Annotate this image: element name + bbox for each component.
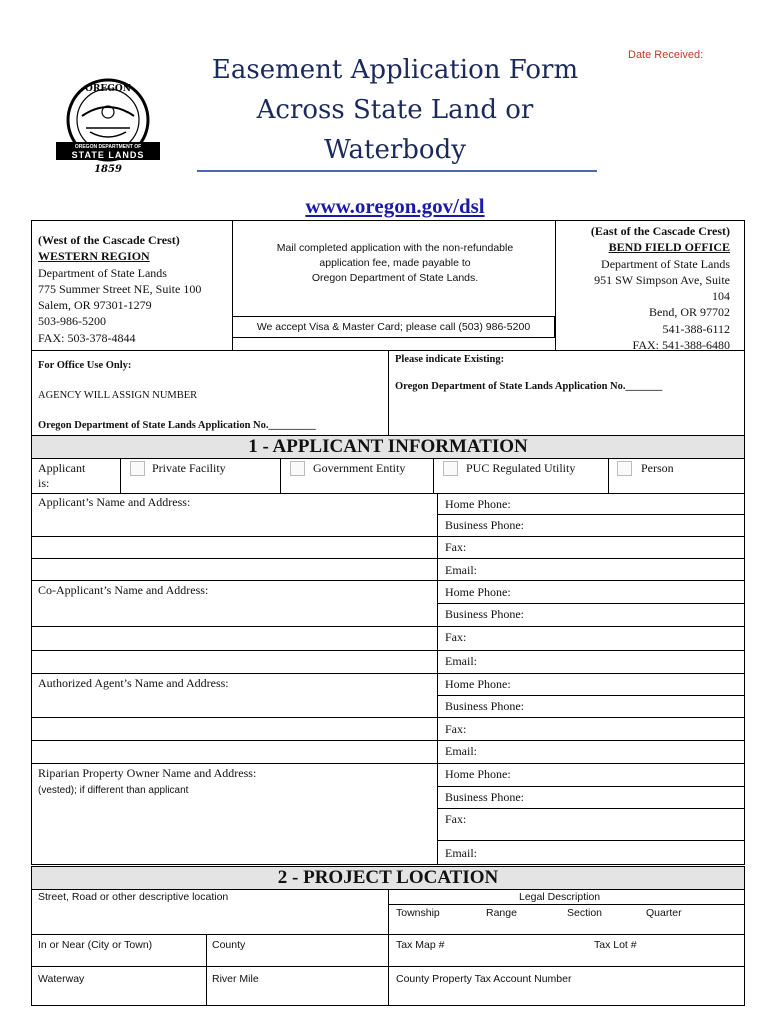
row-line: [437, 695, 744, 696]
section-2-header: 2 - PROJECT LOCATION: [31, 866, 745, 890]
applicant-fax-label: Fax:: [445, 540, 467, 554]
date-received-label: Date Received:: [628, 49, 704, 61]
title-line-3: Waterbody: [324, 135, 466, 165]
form-title: [190, 50, 600, 170]
east-region-note: (East of the Cascade Crest): [590, 224, 730, 238]
mail-line: application fee, made payable to: [319, 257, 471, 269]
government-entity-label: Government Entity: [313, 461, 406, 475]
row-line: [437, 514, 744, 515]
river-mile-label: River Mile: [212, 973, 259, 985]
contact-box-left-border: [31, 220, 32, 350]
svg-text:1859: 1859: [94, 164, 122, 175]
row-line: [437, 626, 744, 627]
co-applicant-business-phone-label: Business Phone:: [445, 607, 525, 621]
agency-assign-note: AGENCY WILL ASSIGN NUMBER: [38, 390, 198, 401]
government-entity-checkbox[interactable]: [290, 461, 305, 476]
co-applicant-fax-label: Fax:: [445, 630, 467, 644]
west-address-line: 775 Summer Street NE, Suite 100: [38, 281, 202, 296]
tax-lot-label: Tax Lot #: [594, 939, 637, 951]
agent-home-phone-label: Home Phone:: [445, 677, 511, 691]
riparian-owner-subnote: (vested); if different than applicant: [38, 785, 189, 796]
co-applicant-email-label: Email:: [445, 654, 477, 668]
section-2-right-border: [744, 890, 745, 1005]
east-region-name: BEND FIELD OFFICE: [608, 240, 730, 255]
row-line: [31, 673, 745, 674]
row-line: [437, 536, 744, 537]
oregon-state-lands-seal-logo: [52, 76, 164, 176]
agent-name-address-label: Authorized Agent’s Name and Address:: [38, 676, 229, 690]
west-region-note: (West of the Cascade Crest): [38, 233, 180, 247]
applicant-email-label: Email:: [445, 563, 477, 577]
row-line: [31, 626, 437, 627]
east-address-line: Department of State Lands: [601, 256, 730, 271]
title-underline: [197, 170, 597, 172]
row-line: [31, 966, 745, 967]
row-divider: [280, 459, 281, 493]
west-address-line: Salem, OR 97301-1279: [38, 298, 152, 313]
riparian-email-label: Email:: [445, 846, 477, 860]
section-1-right-border: [744, 459, 745, 864]
east-phone: 541-388-6112: [662, 321, 730, 336]
office-box-left-border: [31, 350, 32, 435]
office-use-label: For Office Use Only:: [38, 360, 132, 371]
agent-email-label: Email:: [445, 744, 477, 758]
western-region-office: [38, 232, 201, 346]
person-label: Person: [641, 461, 674, 475]
section-2-bottom-border: [31, 1005, 745, 1006]
row-line: [437, 808, 744, 809]
waterway-label: Waterway: [38, 973, 85, 985]
section-label: Section: [567, 907, 603, 919]
row-line: [437, 603, 744, 604]
svg-text:OREGON: OREGON: [85, 84, 131, 94]
east-address-line: Bend, OR 97702: [649, 305, 730, 320]
existing-label: Please indicate Existing:: [395, 354, 505, 365]
west-address-line: Department of State Lands: [38, 265, 167, 280]
east-address-line: 951 SW Simpson Ave, Suite: [594, 272, 730, 287]
west-phone: 503-986-5200: [38, 314, 106, 329]
row-divider: [433, 459, 434, 493]
row-divider: [608, 459, 609, 493]
county-label: County: [212, 939, 246, 951]
row-line: [31, 763, 745, 764]
row-line: [437, 786, 744, 787]
office-box-divider: [388, 350, 389, 435]
row-line: [31, 558, 437, 559]
agent-fax-label: Fax:: [445, 722, 467, 736]
east-address-line: 104: [712, 289, 730, 304]
section-2-left-border: [31, 890, 32, 1005]
row-line: [31, 934, 745, 935]
row-line: [437, 740, 744, 741]
township-label: Township: [396, 907, 440, 919]
mail-line: Mail completed application with the non-refundable: [276, 242, 514, 254]
payment-note: We accept Visa & Master Card; please call (503) 986-5200: [232, 316, 555, 338]
section-2-divider-left: [206, 934, 207, 1005]
office-application-number[interactable]: Oregon Department of State Lands Application No._________: [38, 420, 316, 431]
row-line: [31, 650, 437, 651]
row-line: [31, 717, 437, 718]
private-facility-label: Private Facility: [152, 461, 226, 475]
city-town-label: In or Near (City or Town): [38, 939, 153, 951]
riparian-home-phone-label: Home Phone:: [445, 767, 511, 781]
applicant-name-address-label: Applicant’s Name and Address:: [38, 495, 191, 509]
applicant-business-phone-label: Business Phone:: [445, 518, 525, 532]
west-region-name: WESTERN REGION: [38, 249, 150, 264]
section-1-header: 1 - APPLICANT INFORMATION: [31, 435, 745, 459]
section-1-left-border: [31, 459, 32, 864]
row-line: [437, 558, 744, 559]
legal-description-label: Legal Description: [519, 891, 601, 903]
title-line-2: Across State Land or: [256, 95, 534, 125]
office-box-right-border: [744, 350, 745, 435]
bend-field-office: [591, 223, 730, 353]
section-2-divider: [388, 890, 389, 1005]
contact-box-top-border: [31, 220, 745, 221]
contact-box-divider-right: [555, 220, 556, 350]
street-location-label: Street, Road or other descriptive location: [38, 891, 229, 903]
svg-text:OREGON DEPARTMENT OF: OREGON DEPARTMENT OF: [74, 144, 142, 150]
row-line: [31, 740, 437, 741]
riparian-business-phone-label: Business Phone:: [445, 790, 525, 804]
row-line: [388, 904, 745, 905]
row-line: [31, 536, 437, 537]
dsl-website-link[interactable]: www.oregon.gov/dsl: [305, 194, 485, 218]
riparian-fax-label: Fax:: [445, 812, 467, 826]
applicant-is-label: [38, 461, 85, 491]
private-facility-checkbox[interactable]: [130, 461, 145, 476]
tax-map-label: Tax Map #: [396, 939, 445, 951]
quarter-label: Quarter: [646, 907, 682, 919]
row-line: [437, 650, 744, 651]
riparian-owner-label: Riparian Property Owner Name and Address:: [38, 766, 257, 780]
row-divider: [120, 459, 121, 493]
mail-line: Oregon Department of State Lands.: [311, 272, 479, 284]
range-label: Range: [486, 907, 517, 919]
contact-box-right-border: [744, 220, 745, 350]
svg-text:STATE LANDS: STATE LANDS: [71, 150, 145, 160]
east-fax: FAX: 541-388-6480: [632, 338, 730, 353]
co-applicant-home-phone-label: Home Phone:: [445, 585, 511, 599]
existing-application-number[interactable]: Oregon Department of State Lands Application No._______: [395, 381, 663, 392]
title-line-1: Easement Application Form: [211, 55, 579, 85]
co-applicant-name-address-label: Co-Applicant’s Name and Address:: [38, 583, 209, 597]
agent-business-phone-label: Business Phone:: [445, 699, 525, 713]
puc-regulated-utility-checkbox[interactable]: [443, 461, 458, 476]
west-fax: FAX: 503-378-4844: [38, 330, 136, 345]
puc-regulated-utility-label: PUC Regulated Utility: [466, 461, 576, 475]
person-checkbox[interactable]: [617, 461, 632, 476]
mail-instructions: [240, 241, 550, 286]
row-line: [31, 493, 745, 494]
row-line: [31, 864, 745, 865]
row-line: [437, 717, 744, 718]
tax-account-number-label: County Property Tax Account Number: [396, 973, 572, 985]
row-line: [31, 580, 745, 581]
applicant-is-line: is:: [38, 476, 50, 490]
row-line: [437, 840, 744, 841]
applicant-is-line: Applicant: [38, 461, 86, 475]
applicant-home-phone-label: Home Phone:: [445, 497, 511, 511]
